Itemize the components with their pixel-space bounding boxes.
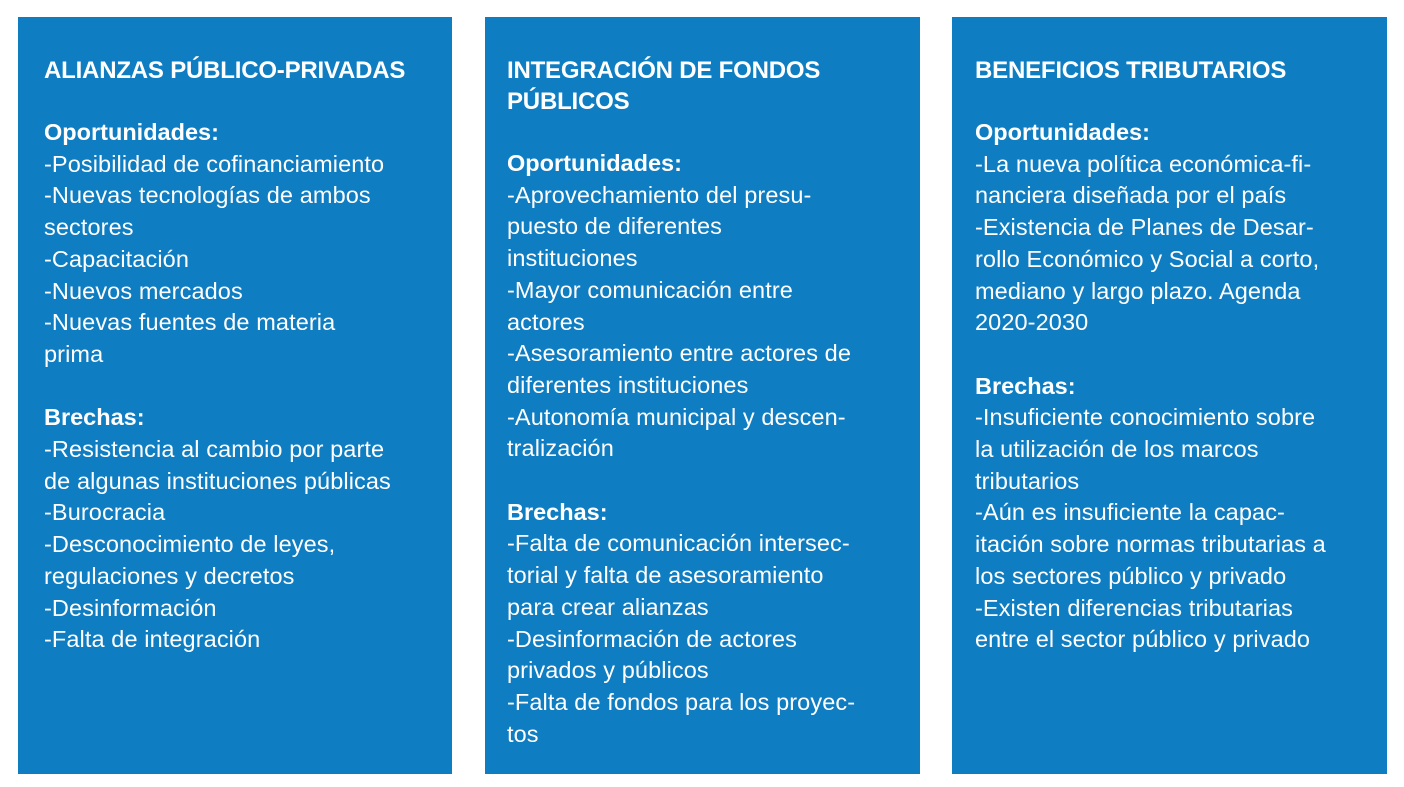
list-line: de algunas instituciones públicas	[44, 467, 391, 494]
oportunidades-heading: Oportunidades:	[44, 119, 219, 145]
list-line: entre el sector público y privado	[975, 626, 1311, 653]
list-line: -Mayor comunicación entre	[507, 276, 793, 303]
list-line: los sectores público y privado	[975, 562, 1287, 589]
list-line: -Nuevos mercados	[44, 277, 243, 304]
list-line: -Aún es insuficiente la capac-	[975, 499, 1285, 526]
list-line: nanciera diseñada por el país	[975, 182, 1287, 209]
brechas-list	[975, 402, 1373, 656]
column-title-line: INTEGRACIÓN DE FONDOS	[507, 57, 821, 84]
list-line: tos	[507, 720, 539, 747]
brechas-heading: Brechas:	[507, 498, 608, 525]
brechas-list	[507, 528, 906, 750]
list-line: -Desinformación de actores	[507, 625, 797, 652]
list-line: tralización	[507, 435, 614, 462]
list-line: puesto de diferentes	[507, 213, 722, 240]
oportunidades-heading: Oportunidades:	[975, 119, 1150, 145]
oportunidades-list	[507, 180, 906, 465]
list-line: mediano y largo plazo. Agenda	[975, 277, 1301, 304]
list-line: -Existencia de Planes de Desar-	[975, 214, 1314, 241]
list-line: para crear alianzas	[507, 593, 709, 620]
column-title	[507, 55, 906, 117]
list-line: la utilización de los marcos	[975, 436, 1259, 463]
list-line: tributarios	[975, 467, 1080, 494]
list-line: -Insuficiente conocimiento sobre	[975, 404, 1316, 431]
list-line: -Desconocimiento de leyes,	[44, 531, 336, 558]
list-line: actores	[507, 308, 585, 335]
list-line: sectores	[44, 214, 134, 241]
list-line: -Existen diferencias tributarias	[975, 594, 1293, 621]
oportunidades-list	[44, 149, 438, 371]
list-line: -Falta de integración	[44, 626, 261, 653]
list-line: itación sobre normas tributarias a	[975, 531, 1326, 558]
list-line: -Autonomía municipal y descen-	[507, 403, 846, 430]
list-line: -Burocracia	[44, 499, 166, 526]
column-title-line: BENEFICIOS TRIBUTARIOS	[975, 57, 1287, 84]
list-line: rollo Económico y Social a corto,	[975, 245, 1320, 272]
oportunidades-list	[975, 149, 1373, 339]
list-line: diferentes instituciones	[507, 371, 749, 398]
list-line: -Capacitación	[44, 245, 189, 272]
brechas-list	[44, 434, 438, 656]
list-line: -Desinformación	[44, 594, 217, 621]
list-line: torial y falta de asesoramiento	[507, 562, 824, 589]
list-line: -Nuevas tecnologías de ambos	[44, 182, 371, 209]
list-line: -Falta de comunicación intersec-	[507, 530, 850, 557]
column-integracion-fondos-publicos	[485, 17, 920, 774]
column-alianzas-publico-privadas	[18, 17, 452, 774]
list-line: -Nuevas fuentes de materia	[44, 309, 336, 336]
list-line: -Aprovechamiento del presu-	[507, 181, 812, 208]
list-line: -Resistencia al cambio por parte	[44, 436, 385, 463]
column-title-line: ALIANZAS PÚBLICO-PRIVADAS	[44, 57, 406, 84]
list-line: -Posibilidad de cofinanciamiento	[44, 150, 385, 177]
list-line: prima	[44, 340, 104, 367]
list-line: 2020-2030	[975, 309, 1089, 336]
column-beneficios-tributarios	[952, 17, 1387, 774]
list-line: regulaciones y decretos	[44, 562, 295, 589]
brechas-heading: Brechas:	[44, 404, 145, 431]
column-title-line: PÚBLICOS	[507, 88, 630, 115]
column-title	[975, 55, 1373, 86]
list-line: -Falta de fondos para los proyec-	[507, 688, 856, 715]
list-line: privados y públicos	[507, 657, 709, 684]
list-line: -Asesoramiento entre actores de	[507, 340, 852, 367]
oportunidades-heading: Oportunidades:	[507, 150, 682, 176]
list-line: instituciones	[507, 245, 638, 272]
column-title	[44, 55, 438, 86]
brechas-heading: Brechas:	[975, 372, 1076, 399]
list-line: -La nueva política económica-fi-	[975, 150, 1312, 177]
